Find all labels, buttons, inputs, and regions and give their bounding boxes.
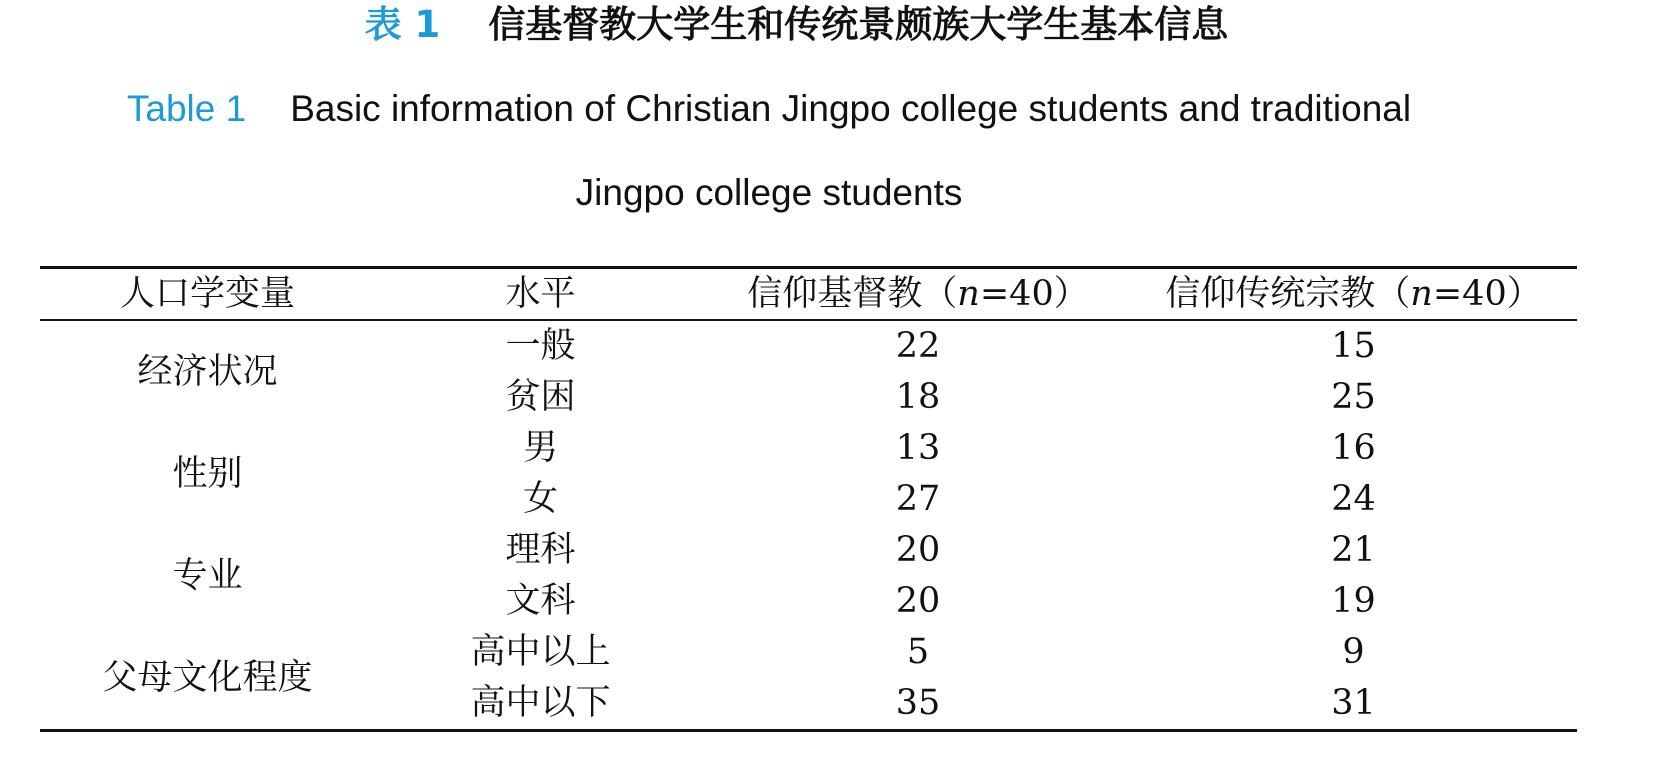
table-title-cn: 信基督教大学生和传统景颇族大学生基本信息 xyxy=(488,3,1229,46)
cell-christian: 18 xyxy=(895,377,941,417)
header-traditional xyxy=(1130,268,1577,321)
table-row xyxy=(40,627,1577,678)
table-number-label-cn: 表 1 xyxy=(364,3,441,46)
group-variable-major: 专业 xyxy=(172,555,243,596)
header-level: 水平 xyxy=(505,274,576,314)
cell-level: 文科 xyxy=(505,581,576,621)
demographics-table-container xyxy=(40,266,1577,732)
cell-traditional: 9 xyxy=(1342,632,1365,672)
cell-level: 一般 xyxy=(505,326,576,366)
header-christian-n: n xyxy=(957,274,980,314)
cell-christian: 20 xyxy=(895,530,941,570)
header-christian-suffix: =40） xyxy=(979,274,1089,314)
cell-traditional: 24 xyxy=(1331,479,1376,519)
table-row xyxy=(40,525,1577,576)
header-christian xyxy=(706,268,1130,321)
cell-level: 高中以下 xyxy=(470,683,611,723)
demographics-table xyxy=(40,266,1577,732)
cell-level: 高中以上 xyxy=(470,632,611,672)
cell-traditional: 16 xyxy=(1331,428,1376,468)
cell-christian: 13 xyxy=(895,428,941,468)
header-traditional-n: n xyxy=(1410,274,1433,314)
table-caption-english-line2 xyxy=(0,168,1663,218)
cell-traditional: 21 xyxy=(1331,530,1376,570)
group-variable-parent-education: 父母文化程度 xyxy=(102,657,313,698)
cell-christian: 27 xyxy=(895,479,941,519)
cell-traditional: 19 xyxy=(1331,581,1376,621)
cell-level: 理科 xyxy=(505,530,576,570)
cell-level: 贫困 xyxy=(505,377,576,417)
cell-christian: 20 xyxy=(895,581,941,621)
header-traditional-suffix: =40） xyxy=(1432,274,1542,314)
cell-christian: 22 xyxy=(895,326,941,366)
cell-traditional: 25 xyxy=(1331,377,1376,417)
table-caption-english-line1 xyxy=(0,84,1663,134)
table-header-row xyxy=(40,268,1577,321)
header-traditional-prefix: 信仰传统宗教（ xyxy=(1165,274,1411,314)
cell-level: 男 xyxy=(522,428,558,468)
table-title-en-line2: Jingpo college students xyxy=(575,172,963,213)
table-title-en-line1: Basic information of Christian Jingpo college students and traditional xyxy=(290,88,1412,129)
table-row xyxy=(40,423,1577,474)
cell-christian: 5 xyxy=(906,632,930,672)
group-variable-economic: 经济状况 xyxy=(137,351,278,392)
table-caption-chinese xyxy=(0,0,1663,50)
cell-level: 女 xyxy=(522,479,558,519)
cell-christian: 35 xyxy=(895,683,941,723)
cell-traditional: 15 xyxy=(1331,326,1376,366)
header-variable: 人口学变量 xyxy=(119,274,295,314)
group-variable-gender: 性别 xyxy=(172,453,243,494)
table-number-label-en: Table 1 xyxy=(126,88,247,129)
cell-traditional: 31 xyxy=(1331,683,1376,723)
header-christian-prefix: 信仰基督教（ xyxy=(747,274,958,314)
table-row xyxy=(40,320,1577,372)
